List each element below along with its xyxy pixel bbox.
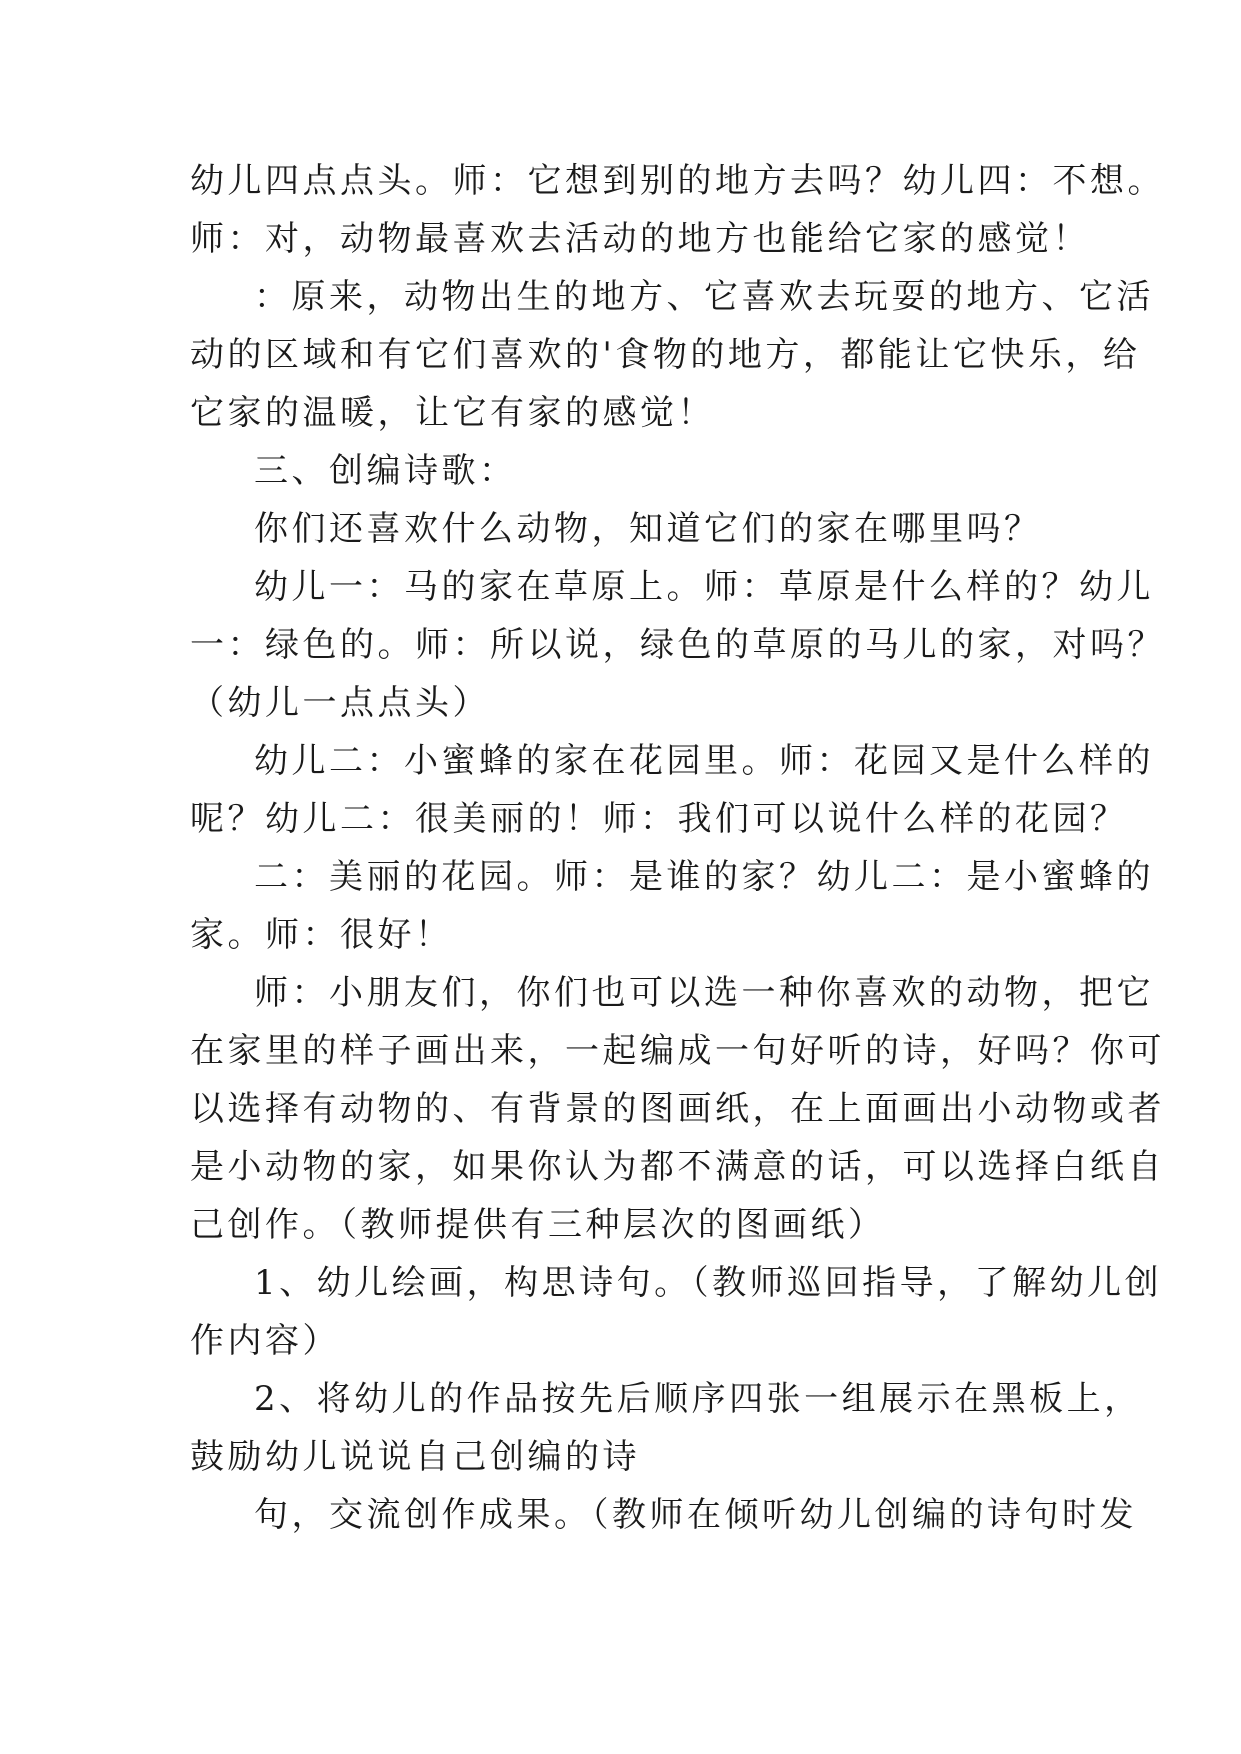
text-line: 句，交流创作成果。（教师在倾听幼儿创编的诗句时发 <box>254 1495 1137 1535</box>
text-line: 在家里的样子画出来，一起编成一句好听的诗，好吗？你可 <box>190 1031 1165 1071</box>
text-line: 以选择有动物的、有背景的图画纸，在上面画出小动物或者 <box>190 1089 1165 1129</box>
text-line: 师：小朋友们，你们也可以选一种你喜欢的动物，把它 <box>254 973 1154 1013</box>
text-line: 一：绿色的。师：所以说，绿色的草原的马儿的家，对吗？ <box>190 625 1165 665</box>
text-line: ：原来，动物出生的地方、它喜欢去玩耍的地方、它活 <box>254 277 1154 317</box>
text-line: 幼儿四点点头。师：它想到别的地方去吗？幼儿四：不想。 <box>190 161 1165 201</box>
text-line: 呢？幼儿二：很美丽的！师：我们可以说什么样的花园？ <box>190 799 1128 839</box>
text-line: 作内容） <box>190 1321 340 1361</box>
text-line: 是小动物的家，如果你认为都不满意的话，可以选择白纸自 <box>190 1147 1165 1187</box>
text-line: 师：对，动物最喜欢去活动的地方也能给它家的感觉！ <box>190 219 1090 259</box>
text-line: 二：美丽的花园。师：是谁的家？幼儿二：是小蜜蜂的 <box>254 857 1154 897</box>
text-line: 1、幼儿绘画，构思诗句。（教师巡回指导，了解幼儿创 <box>254 1263 1163 1303</box>
text-line: （幼儿一点点头） <box>190 683 490 723</box>
text-line: 幼儿二：小蜜蜂的家在花园里。师：花园又是什么样的 <box>254 741 1154 781</box>
text-line: 动的区域和有它们喜欢的'食物的地方，都能让它快乐，给 <box>190 335 1141 375</box>
text-line: 己创作。（教师提供有三种层次的图画纸） <box>190 1205 886 1245</box>
text-line: 它家的温暖，让它有家的感觉！ <box>190 393 715 433</box>
text-line: 鼓励幼儿说说自己创编的诗 <box>190 1437 640 1477</box>
text-line: 幼儿一：马的家在草原上。师：草原是什么样的？幼儿 <box>254 567 1154 607</box>
text-line: 家。师：很好！ <box>190 915 453 955</box>
document-body <box>190 152 1165 1544</box>
text-line: 你们还喜欢什么动物，知道它们的家在哪里吗？ <box>254 509 1042 549</box>
section-heading: 三、创编诗歌： <box>254 451 517 491</box>
text-line: 2、将幼儿的作品按先后顺序四张一组展示在黑板上， <box>254 1379 1142 1419</box>
